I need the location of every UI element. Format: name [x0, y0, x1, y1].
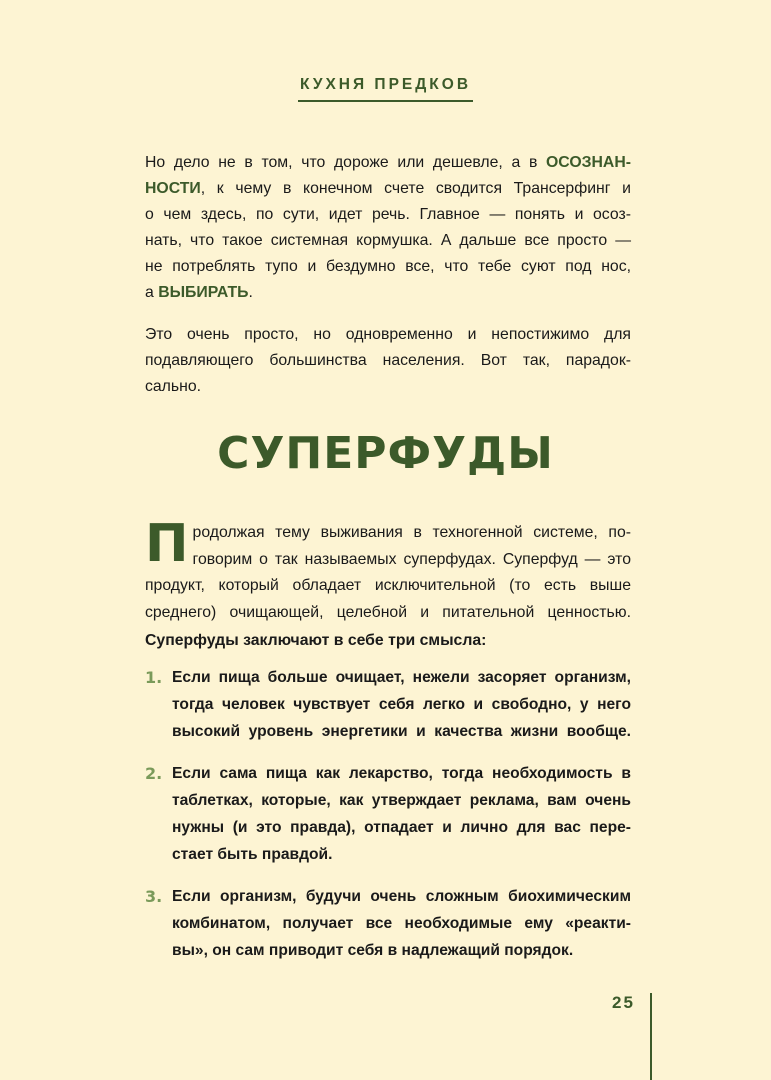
text-line: Если организм, будучи очень сложным биохимическим [172, 888, 631, 905]
text-line: Если пища больше очищает, нежели засоряет организм, [172, 669, 631, 686]
text-line: о чем здесь, по сути, идет речь. Главное — понять и осоз- [145, 206, 631, 223]
text-line: таблетках, которые, как утверждает реклама, вам очень [172, 792, 631, 809]
header-title: КУХНЯ ПРЕДКОВ [298, 76, 473, 102]
page-number: 25 [612, 993, 635, 1012]
text-line: нужны (и это правда), отпадает и лично для вас пере- [172, 819, 631, 836]
numbered-list [145, 664, 631, 979]
text-line: комбинатом, получает все необходимые ему «реакти- [172, 915, 631, 932]
text-line: среднего) очищающей, целебной и питательной ценностью. [145, 603, 631, 621]
text-line: НОСТИ, к чему в конечном счете сводится Трансерфинг и [145, 180, 631, 197]
text-line: сально. [145, 378, 202, 395]
text-line: стает быть правдой. [172, 846, 333, 863]
text-line: Но дело не в том, что дороже или дешевле, а в ОСОЗНАН- [145, 154, 631, 171]
text-line: Это очень просто, но одновременно и непостижимо для [145, 326, 631, 343]
text-line: родолжая тему выживания в техногенной системе, по- [192, 524, 631, 541]
text-line: говорим о так называемых суперфудах. Суперфуд — это [192, 550, 631, 568]
list-number: 1. [145, 668, 163, 687]
list-item [145, 760, 631, 868]
accent-word: ВЫБИРАТЬ [158, 284, 249, 301]
page-edge-rule [650, 993, 652, 1080]
paragraph-1 [145, 150, 631, 306]
text-line: подавляющего большинства населения. Вот так, парадок- [145, 352, 631, 369]
text-line: вы», он сам приводит себя в надлежащий порядок. [172, 942, 574, 959]
body-text [145, 150, 631, 400]
text-line: нать, что такое системная кормушка. А дальше все просто — [145, 232, 631, 249]
list-item [145, 883, 631, 964]
text-line: а ВЫБИРАТЬ. [145, 284, 253, 301]
running-header [0, 76, 771, 102]
text-line: тогда человек чувствует себя легко и свободно, у него [172, 696, 631, 713]
intro-paragraph [145, 514, 631, 626]
text-line: Если сама пища как лекарство, тогда необходимость в [172, 765, 631, 782]
accent-word: ОСОЗНАН- [546, 154, 631, 171]
text-line: продукт, который обладает исключительной (то есть выше [145, 577, 631, 594]
list-lead: Суперфуды заключают в себе три смысла: [145, 632, 487, 649]
accent-word: НОСТИ [145, 180, 201, 197]
text-line: не потреблять тупо и бездумно все, что тебе суют под нос, [145, 258, 631, 275]
list-number: 2. [145, 764, 163, 783]
drop-cap: П [145, 514, 189, 574]
list-number: 3. [145, 887, 163, 906]
list-item [145, 664, 631, 745]
text-line: высокий уровень энергетики и качества жизни вообще. [172, 723, 631, 740]
section-title: СУПЕРФУДЫ [217, 428, 554, 479]
paragraph-2 [145, 322, 631, 400]
